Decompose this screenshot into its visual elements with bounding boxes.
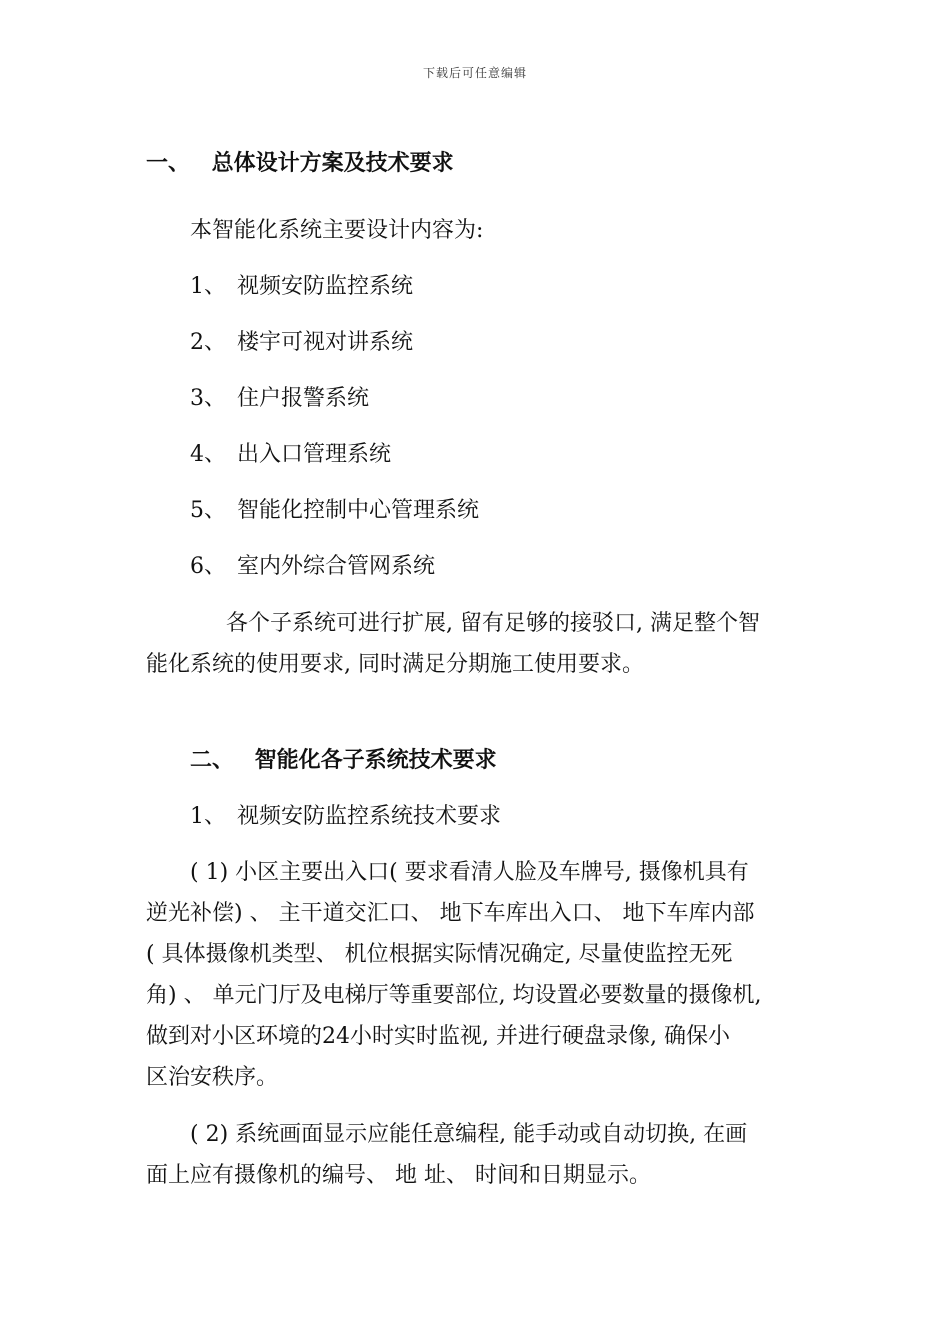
section1-paragraph-line: 各个子系统可进行扩展, 留有足够的接驳口, 满足整个智	[226, 611, 760, 636]
section2-heading	[190, 747, 497, 775]
section2-title: 智能化各子系统技术要求	[254, 748, 497, 773]
section2-number: 二、	[190, 748, 235, 773]
section1-title: 总体设计方案及技术要求	[211, 151, 454, 176]
list-item: 4、 出入口管理系统	[190, 442, 392, 467]
paragraph-line: 做到对小区环境的24小时实时监视, 并进行硬盘录像, 确保小	[146, 1024, 730, 1049]
list-item: 5、 智能化控制中心管理系统	[190, 498, 480, 523]
paragraph-line: ( 1) 小区主要出入口( 要求看清人脸及车牌号, 摄像机具有	[190, 860, 749, 885]
paragraph-line: 区治安秩序。	[146, 1065, 279, 1090]
paragraph-line: 角) 、 单元门厅及电梯厅等重要部位, 均设置必要数量的摄像机,	[146, 983, 762, 1008]
list-item: 1、 视频安防监控系统	[190, 274, 414, 299]
list-item: 6、 室内外综合管网系统	[190, 554, 436, 579]
header-note: 下载后可任意编辑	[422, 66, 527, 80]
subsection-heading: 1、 视频安防监控系统技术要求	[190, 804, 502, 829]
section1-intro: 本智能化系统主要设计内容为:	[190, 218, 484, 243]
list-item: 2、 楼宇可视对讲系统	[190, 330, 414, 355]
paragraph-line: 面上应有摄像机的编号、 地 址、 时间和日期显示。	[146, 1163, 651, 1188]
paragraph-line: ( 具体摄像机类型、 机位根据实际情况确定, 尽量使监控无死	[146, 942, 733, 967]
paragraph-line: ( 2) 系统画面显示应能任意编程, 能手动或自动切换, 在画	[190, 1122, 748, 1147]
section1-paragraph-line: 能化系统的使用要求, 同时满足分期施工使用要求。	[146, 652, 644, 677]
section1-number: 一、	[146, 151, 191, 176]
section1-heading	[146, 150, 454, 178]
list-item: 3、 住户报警系统	[190, 386, 370, 411]
paragraph-line: 逆光补偿) 、 主干道交汇口、 地下车库出入口、 地下车库内部	[146, 901, 755, 926]
